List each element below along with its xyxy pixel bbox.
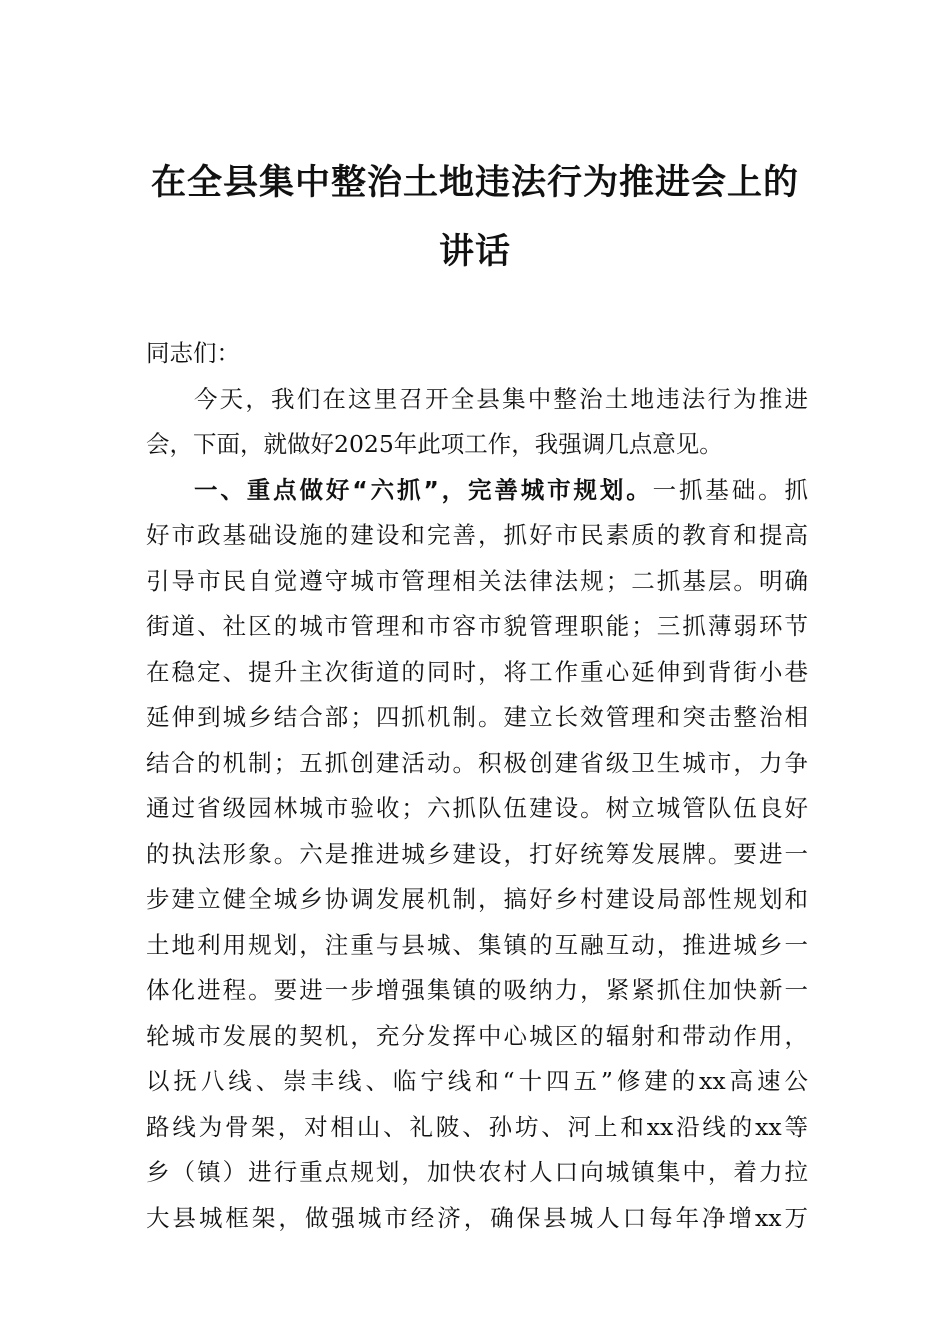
salutation: 同志们：	[146, 339, 240, 367]
section-1-heading: 一、重点做好“六抓”，完善城市规划。	[194, 475, 653, 504]
paragraph-line: 体化进程。要进一步增强集镇的吸纳力，紧紧抓住加快新一	[146, 976, 808, 1004]
paragraph-line: 引导市民自觉遵守城市管理相关法律法规；二抓基层。明确	[146, 566, 808, 595]
paragraph-line: 步建立健全城乡协调发展机制，搞好乡村建设局部性规划和	[146, 885, 808, 913]
paragraph-line: 轮城市发展的契机，充分发挥中心城区的辐射和带动作用，	[146, 1021, 808, 1050]
document-body	[146, 331, 808, 1241]
paragraph-line: 好市政基础设施的建设和完善，抓好市民素质的教育和提高	[146, 521, 808, 549]
section-1-first-line-rest: 一抓基础。抓	[652, 475, 808, 504]
paragraph-line: 土地利用规划，注重与县城、集镇的互融互动，推进城乡一	[146, 930, 808, 959]
intro-line: 会，下面，就做好2025年此项工作，我强调几点意见。	[146, 430, 723, 458]
document-title-line-2: 讲话	[438, 232, 511, 272]
intro-line: 今天，我们在这里召开全县集中整治土地违法行为推进	[194, 384, 808, 413]
paragraph-line: 乡（镇）进行重点规划，加快农村人口向城镇集中，着力拉	[146, 1158, 808, 1186]
paragraph-line: 在稳定、提升主次街道的同时，将工作重心延伸到背街小巷	[146, 657, 808, 686]
paragraph-line: 结合的机制；五抓创建活动。积极创建省级卫生城市，力争	[146, 748, 808, 777]
paragraph-line: 大县城框架，做强城市经济，确保县城人口每年净增xx万	[146, 1203, 808, 1232]
document-title-line-1: 在全县集中整治土地违法行为推进会上的	[150, 163, 799, 203]
section-1-first-line	[146, 468, 808, 514]
paragraph-line: 的执法形象。六是推进城乡建设，打好统筹发展牌。要进一	[146, 839, 808, 868]
paragraph-line: 街道、社区的城市管理和市容市貌管理职能；三抓薄弱环节	[146, 612, 808, 640]
paragraph-line: 路线为骨架，对相山、礼陂、孙坊、河上和xx沿线的xx等	[146, 1112, 808, 1141]
paragraph-line: 通过省级园林城市验收；六抓队伍建设。树立城管队伍良好	[146, 794, 808, 822]
paragraph-line: 以抚八线、崇丰线、临宁线和“十四五”修建的xx高速公	[146, 1067, 808, 1095]
paragraph-line: 延伸到城乡结合部；四抓机制。建立长效管理和突击整治相	[146, 703, 808, 731]
